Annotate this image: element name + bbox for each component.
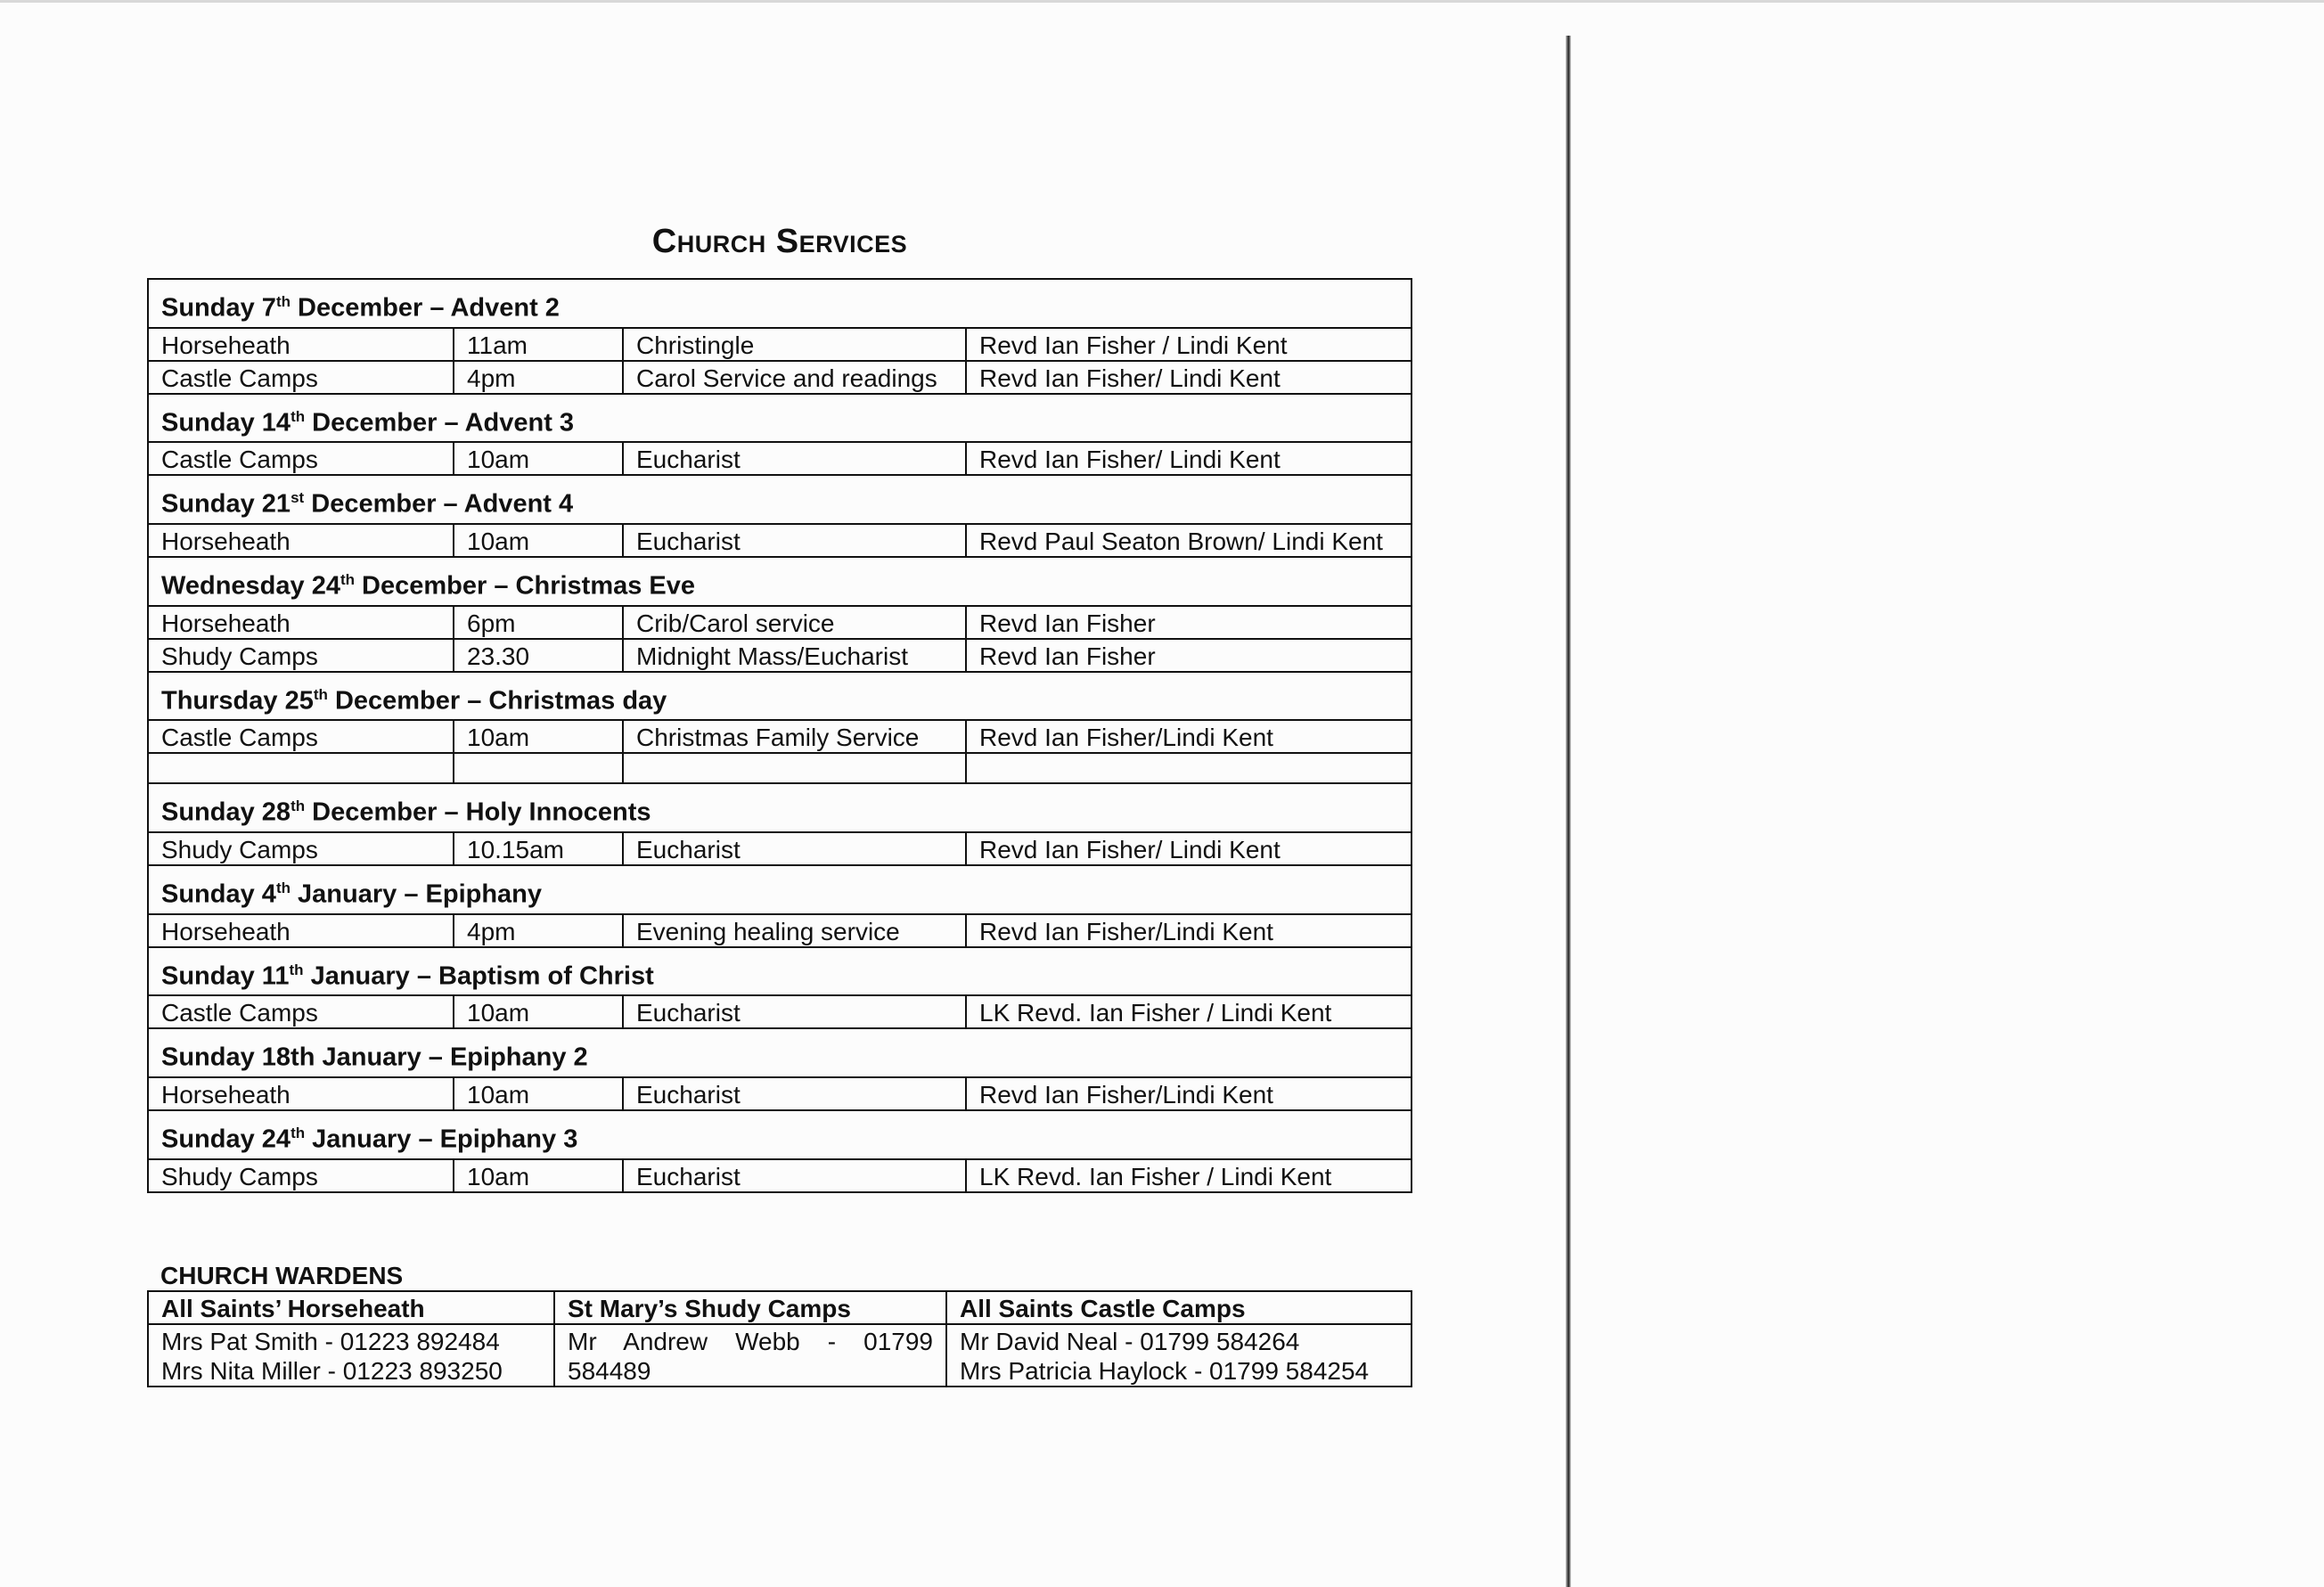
wardens-contacts-row: [148, 1324, 1412, 1387]
day-occasion: December – Advent 4: [304, 489, 574, 519]
day-label: Sunday 28: [161, 798, 291, 827]
service-day-heading: [148, 279, 1412, 328]
service-day-header: [148, 557, 1412, 606]
service-venue: Horseheath: [148, 914, 454, 947]
day-occasion: December – Christmas Eve: [355, 571, 696, 601]
warden-contact: Mrs Pat Smith - 01223 892484: [161, 1328, 500, 1355]
service-day-heading: [148, 783, 1412, 832]
service-time: 10am: [454, 1159, 623, 1192]
day-occasion: December – Advent 3: [305, 408, 575, 438]
service-day-header: [148, 394, 1412, 443]
service-day-heading: [148, 1028, 1412, 1077]
scan-top-edge: [0, 0, 2324, 3]
service-day-header: [148, 865, 1412, 914]
service-venue: Castle Camps: [148, 995, 454, 1028]
service-day-header: [148, 475, 1412, 524]
service-service: Eucharist: [623, 832, 966, 865]
service-time: 10.15am: [454, 832, 623, 865]
service-time: 10am: [454, 995, 623, 1028]
service-day-heading: [148, 475, 1412, 524]
service-row: [148, 524, 1412, 557]
service-time: 10am: [454, 1077, 623, 1110]
service-officiant: Revd Ian Fisher: [966, 639, 1412, 672]
service-time: 10am: [454, 524, 623, 557]
service-row: [148, 1077, 1412, 1110]
service-venue: Horseheath: [148, 524, 454, 557]
service-venue: Horseheath: [148, 606, 454, 639]
service-officiant: Revd Ian Fisher / Lindi Kent: [966, 328, 1412, 361]
service-officiant: Revd Ian Fisher/Lindi Kent: [966, 914, 1412, 947]
service-officiant: [966, 753, 1412, 783]
service-time: 23.30: [454, 639, 623, 672]
service-row: [148, 442, 1412, 475]
service-row: [148, 328, 1412, 361]
service-row: [148, 720, 1412, 753]
day-ordinal-suffix: st: [290, 489, 305, 507]
service-time: 11am: [454, 328, 623, 361]
service-day-heading: [148, 557, 1412, 606]
warden-contact: Mrs Patricia Haylock - 01799 584254: [960, 1357, 1370, 1385]
service-service: Eucharist: [623, 442, 966, 475]
wardens-label: CHURCH WARDENS: [160, 1262, 404, 1289]
day-occasion: December – Advent 2: [290, 293, 560, 323]
service-day-heading: [148, 865, 1412, 914]
warden-header-castle-camps: All Saints Castle Camps: [946, 1291, 1412, 1324]
service-officiant: Revd Paul Seaton Brown/ Lindi Kent: [966, 524, 1412, 557]
warden-cell-horseheath: [148, 1324, 554, 1387]
day-ordinal-suffix: th: [289, 961, 304, 978]
service-service: Christingle: [623, 328, 966, 361]
service-venue: Shudy Camps: [148, 832, 454, 865]
service-day-header: [148, 783, 1412, 832]
service-officiant: Revd Ian Fisher/ Lindi Kent: [966, 832, 1412, 865]
service-service: Midnight Mass/Eucharist: [623, 639, 966, 672]
day-label: Sunday 7: [161, 293, 276, 323]
day-occasion: December – Holy Innocents: [305, 798, 651, 827]
warden-header-shudy-camps: St Mary’s Shudy Camps: [554, 1291, 946, 1324]
service-service: [623, 753, 966, 783]
service-officiant: Revd Ian Fisher/ Lindi Kent: [966, 442, 1412, 475]
service-row: [148, 832, 1412, 865]
day-label: Sunday 4: [161, 879, 276, 909]
service-venue: Shudy Camps: [148, 1159, 454, 1192]
service-venue: Horseheath: [148, 328, 454, 361]
day-occasion: January – Epiphany 3: [305, 1125, 578, 1154]
service-day-header: [148, 1028, 1412, 1077]
day-label: Sunday 21: [161, 489, 291, 519]
service-service: Eucharist: [623, 1159, 966, 1192]
service-service: Eucharist: [623, 995, 966, 1028]
service-service: Eucharist: [623, 1077, 966, 1110]
service-row: [148, 639, 1412, 672]
day-ordinal-suffix: th: [290, 1124, 306, 1141]
service-venue: Horseheath: [148, 1077, 454, 1110]
warden-contact: Mrs Nita Miller - 01223 893250: [161, 1357, 503, 1385]
service-row: [148, 914, 1412, 947]
service-service: Evening healing service: [623, 914, 966, 947]
warden-cell-shudy-camps: [554, 1324, 946, 1387]
service-officiant: Revd Ian Fisher: [966, 606, 1412, 639]
day-ordinal-suffix: th: [275, 293, 290, 310]
service-venue: Castle Camps: [148, 720, 454, 753]
service-row: [148, 1159, 1412, 1192]
day-label: Sunday 24: [161, 1125, 291, 1154]
service-day-header: [148, 1110, 1412, 1159]
service-venue: [148, 753, 454, 783]
wardens-header-row: [148, 1291, 1412, 1324]
service-time: 10am: [454, 442, 623, 475]
service-officiant: LK Revd. Ian Fisher / Lindi Kent: [966, 995, 1412, 1028]
service-time: 10am: [454, 720, 623, 753]
service-day-heading: [148, 1110, 1412, 1159]
service-time: 4pm: [454, 914, 623, 947]
day-ordinal-suffix: th: [313, 685, 328, 703]
service-day-header: [148, 947, 1412, 996]
warden-cell-castle-camps: [946, 1324, 1412, 1387]
day-label: Wednesday 24: [161, 571, 340, 601]
warden-contact: Mr David Neal - 01799 584264: [960, 1328, 1300, 1355]
day-label: Sunday 11: [161, 961, 290, 991]
service-officiant: LK Revd. Ian Fisher / Lindi Kent: [966, 1159, 1412, 1192]
service-day-header: [148, 672, 1412, 721]
day-occasion: January – Epiphany: [290, 879, 543, 909]
service-officiant: Revd Ian Fisher/Lindi Kent: [966, 720, 1412, 753]
day-occasion: January – Baptism of Christ: [303, 961, 654, 991]
service-officiant: Revd Ian Fisher/Lindi Kent: [966, 1077, 1412, 1110]
service-officiant: Revd Ian Fisher/ Lindi Kent: [966, 361, 1412, 394]
service-row: [148, 753, 1412, 783]
day-ordinal-suffix: th: [290, 407, 306, 425]
service-time: 4pm: [454, 361, 623, 394]
service-service: Carol Service and readings: [623, 361, 966, 394]
service-venue: Castle Camps: [148, 442, 454, 475]
service-service: Eucharist: [623, 524, 966, 557]
service-day-header: [148, 279, 1412, 328]
service-time: [454, 753, 623, 783]
day-label: Thursday 25: [161, 686, 314, 716]
service-venue: Castle Camps: [148, 361, 454, 394]
day-label: Sunday 18th January – Epiphany 2: [161, 1043, 588, 1072]
service-time: 6pm: [454, 606, 623, 639]
service-row: [148, 606, 1412, 639]
day-ordinal-suffix: th: [275, 879, 290, 896]
service-service: Crib/Carol service: [623, 606, 966, 639]
day-ordinal-suffix: th: [340, 570, 355, 588]
service-service: Christmas Family Service: [623, 720, 966, 753]
service-day-heading: [148, 672, 1412, 721]
service-venue: Shudy Camps: [148, 639, 454, 672]
service-row: [148, 995, 1412, 1028]
page-title: Church Services: [651, 223, 908, 260]
page-fold-line: [1566, 36, 1571, 1587]
service-row: [148, 361, 1412, 394]
service-day-heading: [148, 394, 1412, 443]
day-label: Sunday 14: [161, 408, 291, 438]
services-table: [147, 278, 1412, 1193]
warden-header-horseheath: All Saints’ Horseheath: [148, 1291, 554, 1324]
warden-contact: Mr Andrew Webb - 01799 584489: [568, 1328, 933, 1385]
day-occasion: December – Christmas day: [327, 686, 667, 716]
day-ordinal-suffix: th: [290, 798, 306, 815]
wardens-table: [147, 1290, 1412, 1387]
service-day-heading: [148, 947, 1412, 996]
